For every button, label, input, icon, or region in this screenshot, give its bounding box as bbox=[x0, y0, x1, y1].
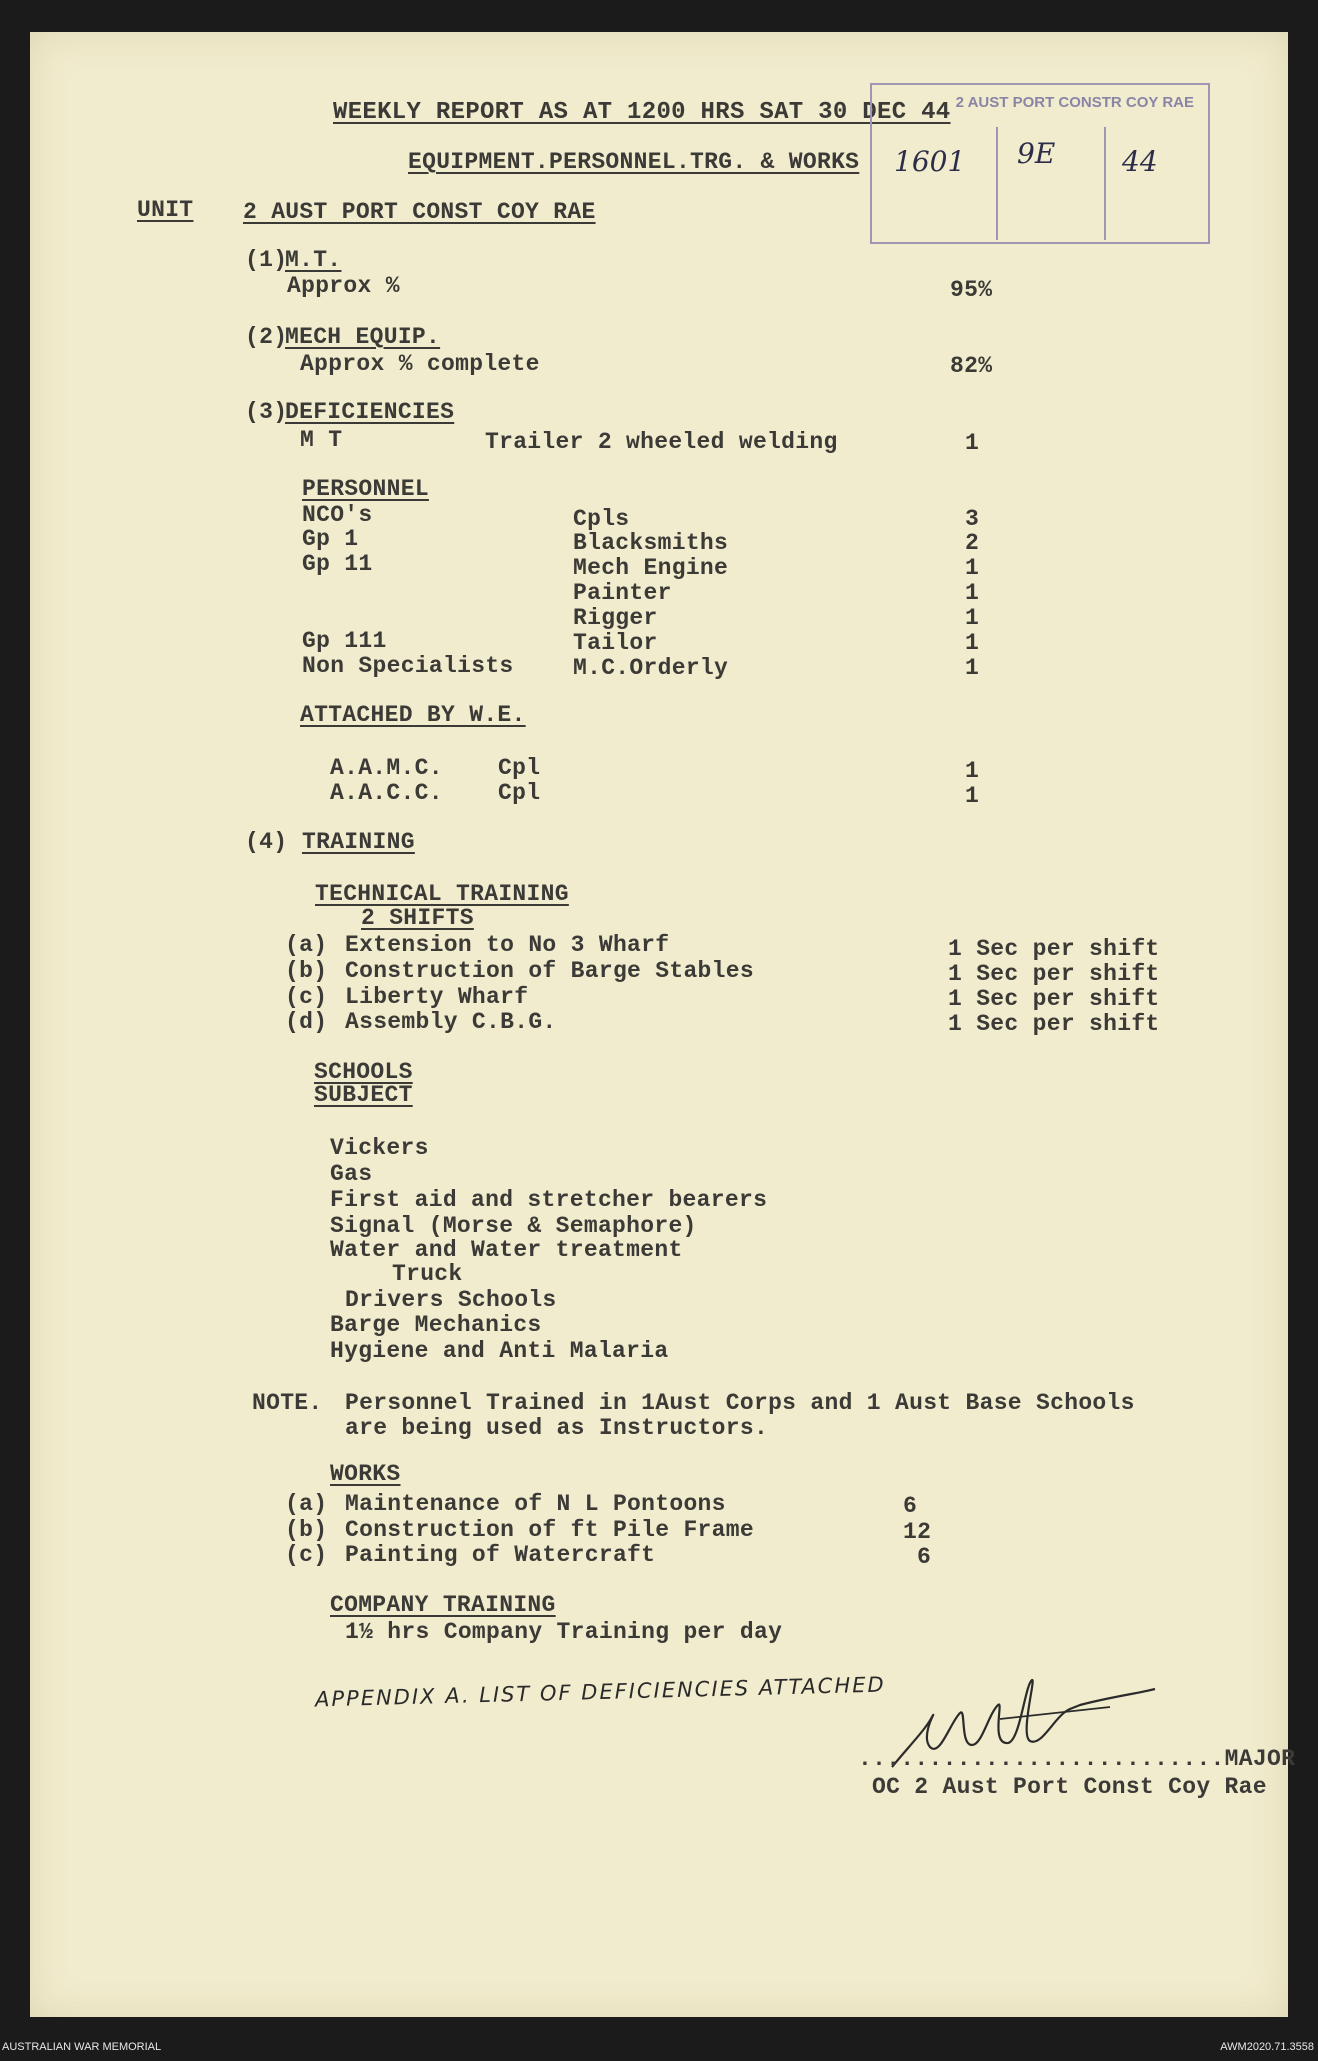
personnel-qty: 3 bbox=[965, 506, 980, 532]
section3-heading: DEFICIENCIES bbox=[285, 399, 455, 425]
section1-number: (1) bbox=[245, 247, 288, 273]
works-item-qty: 12 bbox=[903, 1519, 932, 1545]
section2-heading: MECH EQUIP. bbox=[285, 324, 441, 350]
subject-item: First aid and stretcher bearers bbox=[330, 1187, 768, 1213]
personnel-qty: 1 bbox=[965, 555, 980, 581]
tech-item-alloc: 1 Sec per shift bbox=[948, 986, 1160, 1012]
subject-heading: SUBJECT bbox=[314, 1082, 413, 1108]
personnel-trade: Mech Engine bbox=[573, 555, 729, 581]
stamp-header: 2 AUST PORT CONSTR COY RAE bbox=[955, 94, 1194, 111]
personnel-group: Gp 111 bbox=[302, 628, 387, 654]
attached-corps: A.A.M.C. bbox=[330, 755, 443, 781]
personnel-qty: 1 bbox=[965, 655, 980, 681]
personnel-group: Non Specialists bbox=[302, 653, 514, 679]
works-item-id: (c) bbox=[285, 1542, 328, 1568]
works-item-qty: 6 bbox=[903, 1493, 918, 1519]
mt-qty: 1 bbox=[965, 430, 980, 456]
unit-label: UNIT bbox=[137, 197, 194, 223]
subject-item: Signal (Morse & Semaphore) bbox=[330, 1213, 697, 1239]
works-item-id: (a) bbox=[285, 1491, 328, 1517]
mt-item: Trailer 2 wheeled welding bbox=[485, 429, 838, 455]
registry-stamp bbox=[870, 83, 1210, 244]
section3-number: (3) bbox=[245, 399, 288, 425]
tech-item-id: (b) bbox=[285, 958, 328, 984]
works-item-qty: 6 bbox=[917, 1544, 932, 1570]
mt-label: M T bbox=[300, 427, 343, 453]
subject-item: Truck bbox=[392, 1261, 463, 1287]
personnel-trade: M.C.Orderly bbox=[573, 655, 729, 681]
attached-rank: Cpl bbox=[498, 755, 541, 781]
personnel-heading: PERSONNEL bbox=[302, 476, 429, 502]
section1-heading: M.T. bbox=[285, 247, 342, 273]
stamp-value-2: 9E bbox=[1017, 137, 1056, 170]
tech-item-alloc: 1 Sec per shift bbox=[948, 961, 1160, 987]
schools-heading: SCHOOLS bbox=[314, 1059, 413, 1085]
works-item-task: Maintenance of N L Pontoons bbox=[345, 1491, 726, 1517]
tech-item-task: Extension to No 3 Wharf bbox=[345, 932, 670, 958]
personnel-qty: 2 bbox=[965, 530, 980, 556]
subject-item: Drivers Schools bbox=[345, 1287, 557, 1313]
report-title: WEEKLY REPORT AS AT 1200 HRS SAT 30 DEC 44 bbox=[333, 99, 951, 126]
attached-qty: 1 bbox=[965, 758, 980, 784]
company-training-text: 1½ hrs Company Training per day bbox=[345, 1619, 783, 1645]
note-line-2: are being used as Instructors. bbox=[345, 1415, 769, 1441]
works-item-task: Painting of Watercraft bbox=[345, 1542, 656, 1568]
note-label: NOTE. bbox=[252, 1390, 323, 1416]
section2-label: Approx % complete bbox=[300, 351, 540, 377]
stamp-value-3: 44 bbox=[1122, 145, 1158, 178]
footer-left: AUSTRALIAN WAR MEMORIAL bbox=[2, 2041, 162, 2053]
company-training-heading: COMPANY TRAINING bbox=[330, 1592, 556, 1618]
report-subtitle: EQUIPMENT.PERSONNEL.TRG. & WORKS bbox=[408, 149, 860, 175]
subject-item: Vickers bbox=[330, 1135, 429, 1161]
personnel-trade: Cpls bbox=[573, 506, 630, 532]
attached-heading: ATTACHED BY W.E. bbox=[300, 702, 526, 728]
works-heading: WORKS bbox=[330, 1461, 401, 1487]
stamp-divider bbox=[996, 127, 998, 240]
tech-training-heading: TECHNICAL TRAINING bbox=[315, 881, 569, 907]
personnel-trade: Tailor bbox=[573, 630, 658, 656]
footer-right: AWM2020.71.3558 bbox=[1220, 2041, 1314, 2053]
personnel-group: NCO's bbox=[302, 502, 373, 528]
subject-item: Barge Mechanics bbox=[330, 1312, 542, 1338]
subject-item: Gas bbox=[330, 1161, 373, 1187]
tech-item-task: Construction of Barge Stables bbox=[345, 958, 754, 984]
subject-item: Water and Water treatment bbox=[330, 1237, 683, 1263]
section1-label: Approx % bbox=[287, 273, 400, 299]
tech-item-task: Liberty Wharf bbox=[345, 984, 529, 1010]
section2-number: (2) bbox=[245, 324, 288, 350]
signature-line: ..........................MAJOR bbox=[858, 1746, 1296, 1772]
tech-item-id: (d) bbox=[285, 1009, 328, 1035]
tech-item-alloc: 1 Sec per shift bbox=[948, 936, 1160, 962]
personnel-trade: Painter bbox=[573, 580, 672, 606]
works-item-id: (b) bbox=[285, 1517, 328, 1543]
attached-corps: A.A.C.C. bbox=[330, 780, 443, 806]
tech-item-id: (c) bbox=[285, 984, 328, 1010]
tech-training-subheading: 2 SHIFTS bbox=[361, 905, 474, 931]
section2-value: 82% bbox=[950, 353, 993, 379]
subject-item: Hygiene and Anti Malaria bbox=[330, 1338, 669, 1364]
tech-item-task: Assembly C.B.G. bbox=[345, 1009, 557, 1035]
personnel-group: Gp 11 bbox=[302, 551, 373, 577]
unit-name: 2 AUST PORT CONST COY RAE bbox=[243, 199, 596, 225]
personnel-qty: 1 bbox=[965, 630, 980, 656]
personnel-qty: 1 bbox=[965, 605, 980, 631]
tech-item-id: (a) bbox=[285, 932, 328, 958]
tech-item-alloc: 1 Sec per shift bbox=[948, 1011, 1160, 1037]
section4-number: (4) bbox=[245, 829, 288, 855]
personnel-qty: 1 bbox=[965, 580, 980, 606]
personnel-trade: Blacksmiths bbox=[573, 530, 729, 556]
stamp-value-1: 1601 bbox=[894, 145, 966, 178]
stamp-divider bbox=[1104, 127, 1106, 240]
personnel-group: Gp 1 bbox=[302, 526, 359, 552]
signature-title: OC 2 Aust Port Const Coy Rae bbox=[872, 1774, 1267, 1800]
note-line-1: Personnel Trained in 1Aust Corps and 1 Aust Base Schools bbox=[345, 1390, 1135, 1416]
attached-qty: 1 bbox=[965, 783, 980, 809]
attached-rank: Cpl bbox=[498, 780, 541, 806]
works-item-task: Construction of ft Pile Frame bbox=[345, 1517, 754, 1543]
section1-value: 95% bbox=[950, 277, 993, 303]
section4-heading: TRAINING bbox=[302, 829, 415, 855]
appendix-note: APPENDIX A. LIST OF DEFICIENCIES ATTACHED bbox=[314, 1672, 886, 1712]
personnel-trade: Rigger bbox=[573, 605, 658, 631]
